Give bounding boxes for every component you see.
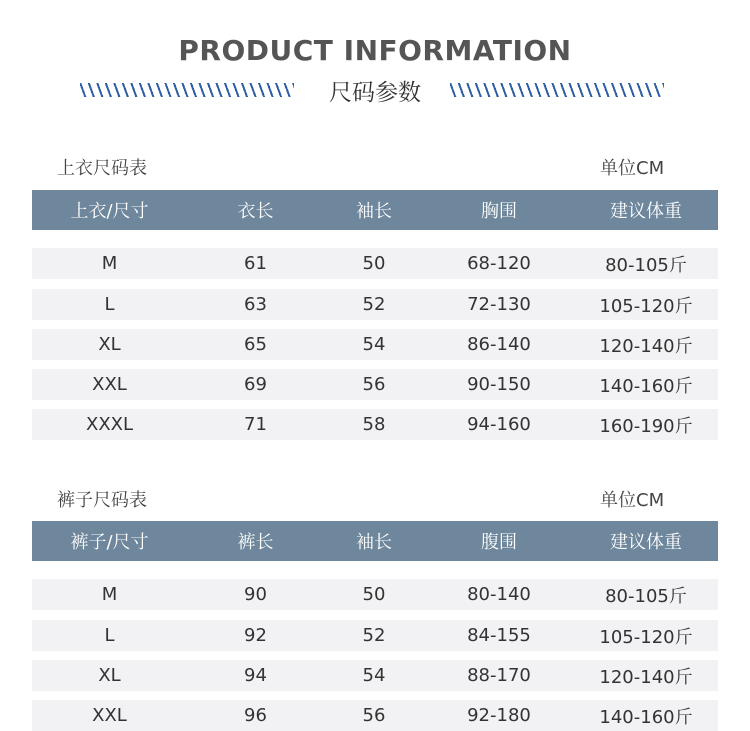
- pants-unit-label: 单位CM: [600, 490, 665, 511]
- pants-table-label: 裤子尺码表: [57, 490, 147, 511]
- table-cell: 61: [244, 253, 267, 274]
- table-cell: 56: [362, 374, 386, 395]
- table-cell: 72-130: [467, 294, 531, 315]
- column-header: 袖长: [356, 532, 392, 553]
- table-cell: 160-190斤: [599, 415, 693, 437]
- table-cell: 105-120斤: [599, 626, 693, 648]
- table-cell: 92: [244, 625, 267, 646]
- column-header: 上衣/尺寸: [70, 201, 149, 222]
- tops-size-table: [32, 190, 718, 437]
- table-cell: 84-155: [467, 625, 531, 646]
- size-cell: M: [101, 584, 118, 605]
- table-cell: 71: [244, 414, 267, 435]
- page-subtitle: 尺码参数: [329, 80, 421, 106]
- table-row: [32, 700, 718, 731]
- size-cell: L: [104, 294, 115, 315]
- size-cell: XXXL: [85, 414, 134, 435]
- table-cell: 94: [244, 665, 267, 686]
- table-cell: 50: [362, 584, 386, 605]
- table-header-row: [32, 521, 718, 561]
- table-header-row: [32, 190, 718, 230]
- table-cell: 65: [244, 334, 267, 355]
- table-cell: 140-160斤: [599, 706, 693, 728]
- tops-unit-label: 单位CM: [600, 158, 665, 179]
- table-row: [32, 579, 718, 610]
- table-cell: 96: [244, 705, 267, 726]
- column-header: 袖长: [356, 201, 392, 222]
- column-header: 裤子/尺寸: [70, 532, 149, 553]
- table-cell: 52: [362, 625, 386, 646]
- table-cell: 140-160斤: [599, 375, 693, 397]
- table-row: [32, 329, 718, 360]
- size-cell: XL: [98, 334, 121, 355]
- table-cell: 68-120: [467, 253, 531, 274]
- column-header: 建议体重: [610, 532, 682, 553]
- column-header: 腹围: [481, 532, 517, 553]
- size-cell: XL: [98, 665, 121, 686]
- table-cell: 52: [362, 294, 386, 315]
- table-cell: 56: [362, 705, 386, 726]
- table-cell: 54: [362, 665, 386, 686]
- table-row: [32, 660, 718, 691]
- table-cell: 80-105斤: [605, 585, 687, 607]
- table-row: [32, 289, 718, 320]
- table-row: [32, 409, 718, 440]
- table-cell: 105-120斤: [599, 295, 693, 317]
- table-cell: 86-140: [467, 334, 531, 355]
- table-row: [32, 248, 718, 279]
- table-row: [32, 369, 718, 400]
- table-cell: 80-140: [467, 584, 531, 605]
- table-cell: 90-150: [467, 374, 531, 395]
- table-cell: 120-140斤: [599, 666, 693, 688]
- table-cell: 92-180: [467, 705, 531, 726]
- table-cell: 63: [244, 294, 267, 315]
- decorative-hatch-right: [450, 83, 664, 97]
- size-cell: L: [104, 625, 115, 646]
- table-cell: 58: [362, 414, 386, 435]
- table-cell: 54: [362, 334, 386, 355]
- size-cell: M: [101, 253, 118, 274]
- table-cell: 88-170: [467, 665, 531, 686]
- table-cell: 69: [244, 374, 267, 395]
- column-header: 衣长: [237, 201, 274, 222]
- table-cell: 90: [244, 584, 267, 605]
- table-row: [32, 620, 718, 651]
- tops-table-label: 上衣尺码表: [57, 158, 147, 179]
- column-header: 胸围: [481, 201, 517, 222]
- column-header: 建议体重: [610, 201, 682, 222]
- pants-size-table: [32, 521, 718, 728]
- column-header: 裤长: [237, 532, 274, 553]
- table-cell: 50: [362, 253, 386, 274]
- size-cell: XXL: [92, 705, 127, 726]
- size-cell: XXL: [92, 374, 127, 395]
- table-cell: 120-140斤: [599, 335, 693, 357]
- table-cell: 80-105斤: [605, 254, 687, 276]
- table-cell: 94-160: [467, 414, 531, 435]
- page-title: PRODUCT INFORMATION: [178, 34, 572, 67]
